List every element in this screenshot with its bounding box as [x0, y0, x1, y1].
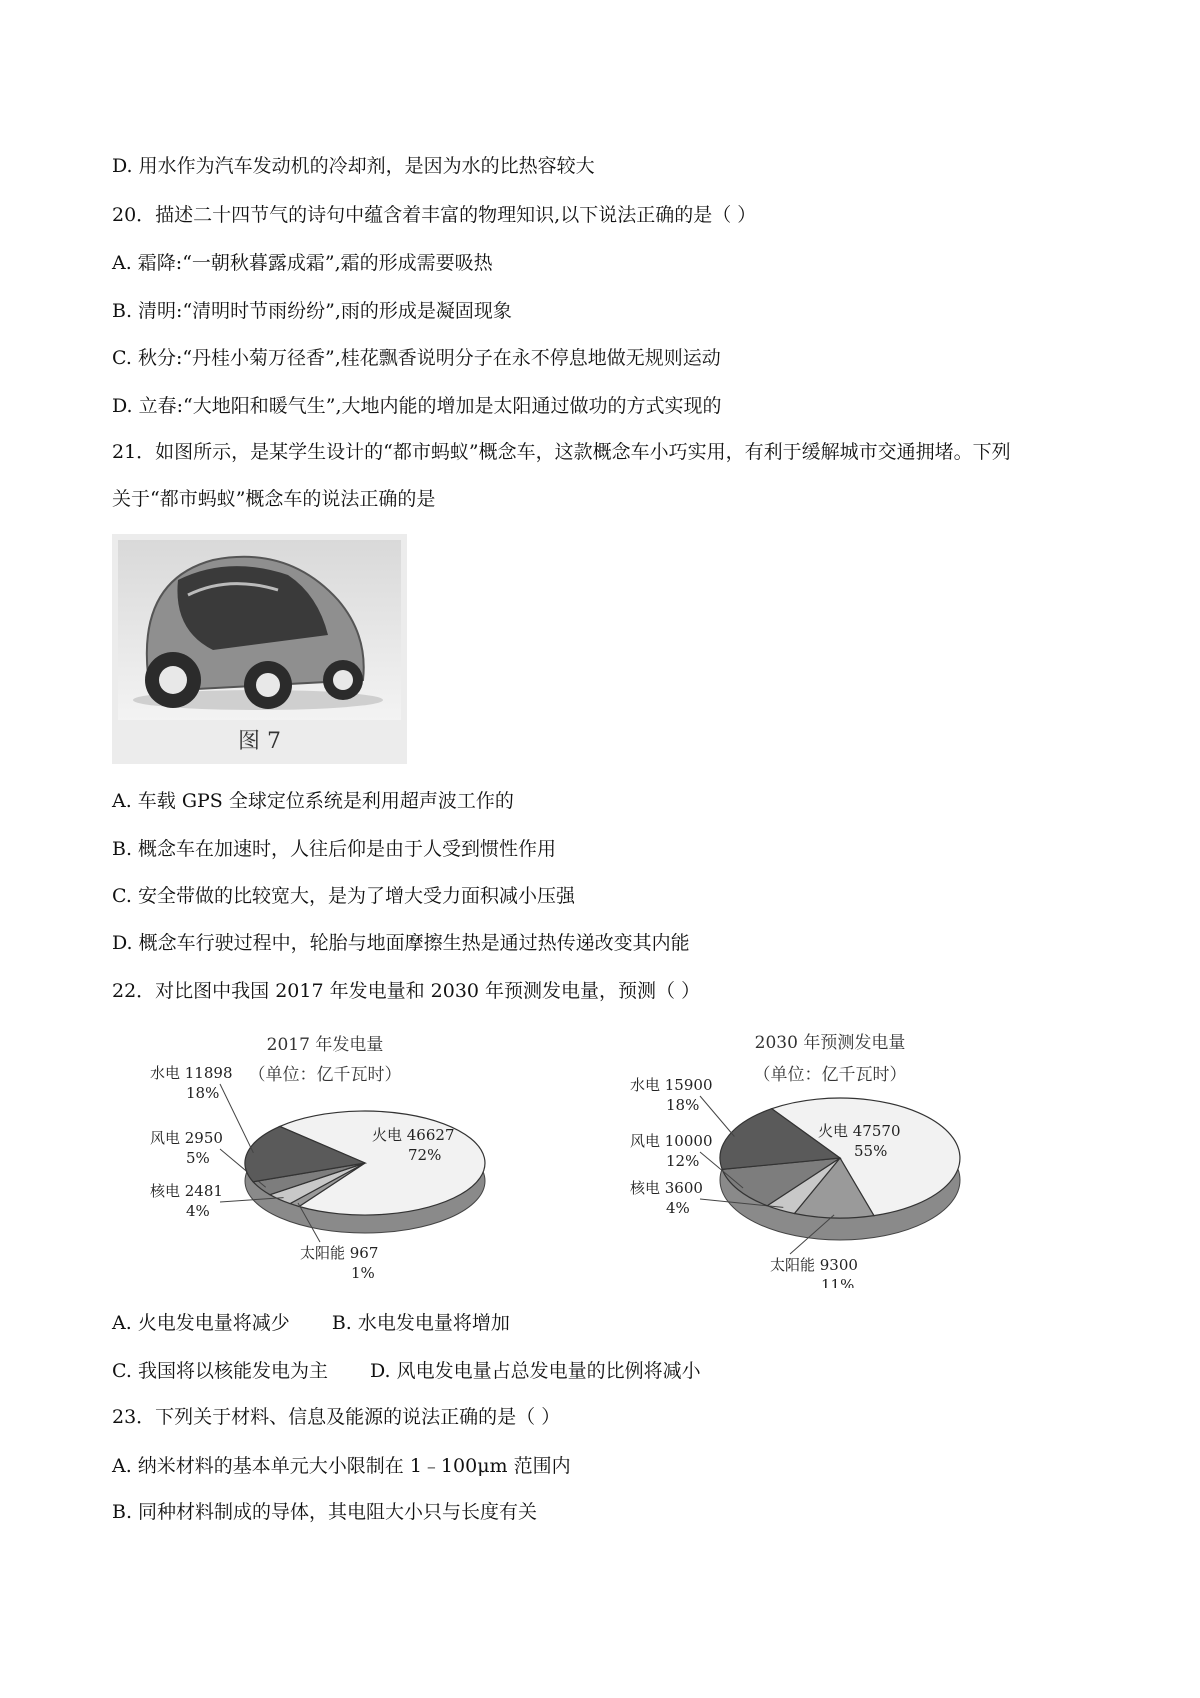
slice-label: 太阳能 9300 11%	[770, 1256, 858, 1288]
slice-label: 水电 15900 18%	[630, 1076, 713, 1114]
q20-stem: 20．描述二十四节气的诗句中蕴含着丰富的物理知识,以下说法正确的是（ ）	[112, 204, 757, 226]
chart-subtitle: （单位：亿千瓦时）	[248, 1065, 402, 1085]
slice-label: 太阳能 967 1%	[300, 1244, 379, 1278]
slice-label: 水电 11898 18%	[150, 1064, 233, 1102]
q21-option-c: C. 安全带做的比较宽大，是为了增大受力面积减小压强	[112, 885, 575, 907]
q21-option-d: D. 概念车行驶过程中，轮胎与地面摩擦生热是通过热传递改变其内能	[112, 932, 690, 954]
leader-line	[220, 1084, 253, 1153]
figure-7-concept-car	[112, 534, 407, 764]
slice-label: 核电 3600 4%	[630, 1179, 703, 1217]
chart-title: 2030 年预测发电量	[754, 1033, 906, 1053]
chart-title: 2017 年发电量	[266, 1035, 384, 1055]
q21-stem-line1: 21．如图所示，是某学生设计的“都市蚂蚁”概念车，这款概念车小巧实用，有利于缓解城市交通拥堵。下列	[112, 441, 1011, 463]
q22-option-d: D. 风电发电量占总发电量的比例将减小	[369, 1360, 701, 1382]
q20-option-c: C. 秋分:“丹桂小菊万径香”,桂花飘香说明分子在永不停息地做无规则运动	[112, 347, 721, 369]
slice-label: 风电 10000 12%	[630, 1132, 713, 1170]
q22-option-b: B. 水电发电量将增加	[331, 1312, 510, 1334]
leader-line	[700, 1096, 734, 1137]
q20-option-d: D. 立春:“大地阳和暖气生”,大地内能的增加是太阳通过做功的方式实现的	[112, 395, 722, 417]
chart-subtitle: （单位：亿千瓦时）	[753, 1065, 907, 1085]
q20-option-b: B. 清明:“清明时节雨纷纷”,雨的形成是凝固现象	[112, 300, 512, 322]
q22-stem: 22．对比图中我国 2017 年发电量和 2030 年预测发电量，预测（ ）	[112, 980, 701, 1002]
q23-stem: 23．下列关于材料、信息及能源的说法正确的是（ ）	[112, 1406, 561, 1428]
slice-label: 火电 47570 55%	[818, 1122, 901, 1160]
q21-option-b: B. 概念车在加速时，人往后仰是由于人受到惯性作用	[112, 838, 557, 860]
q23-option-b: B. 同种材料制成的导体，其电阻大小只与长度有关	[112, 1501, 538, 1523]
q22-options-row1	[112, 1311, 510, 1335]
q22-options-row2	[112, 1359, 701, 1383]
slice-label: 核电 2481 4%	[150, 1182, 223, 1220]
q22-option-a: A. 火电发电量将减少	[112, 1312, 290, 1334]
slice-label: 风电 2950 5%	[150, 1129, 223, 1167]
q22-option-c: C. 我国将以核能发电为主	[112, 1360, 328, 1382]
q19-option-d: D. 用水作为汽车发动机的冷却剂，是因为水的比热容较大	[112, 155, 595, 177]
concept-car-photo	[118, 540, 401, 720]
q20-option-a: A. 霜降:“一朝秋暮露成霜”,霜的形成需要吸热	[112, 252, 493, 274]
q21-stem-line2: 关于“都市蚂蚁”概念车的说法正确的是	[112, 488, 436, 510]
q21-option-a: A. 车载 GPS 全球定位系统是利用超声波工作的	[112, 790, 514, 812]
pie-chart-2030	[620, 1018, 1040, 1288]
q23-option-a: A. 纳米材料的基本单元大小限制在 1﹣100μm 范围内	[112, 1455, 571, 1477]
slice-label: 火电 46627 72%	[372, 1126, 455, 1164]
pie-chart-2017	[110, 1018, 530, 1278]
figure-caption: 图 7	[238, 729, 281, 754]
